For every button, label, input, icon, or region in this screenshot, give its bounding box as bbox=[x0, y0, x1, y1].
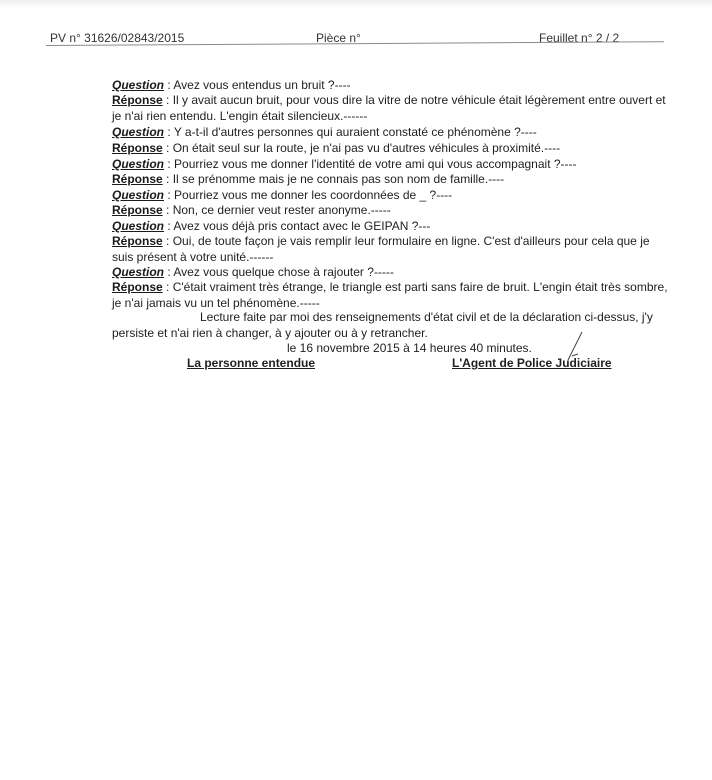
scan-edge bbox=[0, 0, 712, 8]
entry-text: Y a-t-il d'autres personnes qui auraient constaté ce phénomène ?---- bbox=[173, 125, 537, 139]
entry-text: Pourriez vous me donner l'identité de votre ami qui vous accompagnait ?---- bbox=[174, 157, 577, 171]
question-label: Question bbox=[112, 125, 165, 139]
reponse-label: Réponse bbox=[112, 93, 163, 107]
entry-text: Avez vous quelque chose à rajouter ?----- bbox=[173, 265, 394, 279]
question-label: Question bbox=[112, 188, 165, 202]
signature-witness: La personne entendue bbox=[187, 356, 316, 370]
label-separator: : bbox=[162, 93, 173, 107]
closing-paragraph: Lecture faite par moi des renseignements d'état civil et de la déclaration ci-dessus, j'y persiste et n'ai rien à changer, à y ajouter ou à y retrancher. bbox=[112, 310, 653, 340]
qa-entry bbox=[112, 125, 672, 141]
qa-entry bbox=[112, 234, 672, 265]
reponse-label: Réponse bbox=[112, 280, 163, 294]
question-label: Question bbox=[112, 157, 165, 171]
qa-entry bbox=[112, 203, 672, 219]
pv-number: PV n° 31626/02843/2015 bbox=[50, 31, 185, 45]
question-label: Question bbox=[112, 78, 165, 92]
reponse-label: Réponse bbox=[112, 234, 163, 248]
qa-entry bbox=[112, 78, 672, 94]
label-separator: : bbox=[164, 265, 174, 279]
reponse-label: Réponse bbox=[112, 172, 163, 186]
closing-date: le 16 novembre 2015 à 14 heures 40 minutes. bbox=[287, 341, 532, 355]
entry-text: Avez vous déjà pris contact avec le GEIPAN ?--- bbox=[173, 219, 431, 233]
qa-entry bbox=[112, 219, 672, 235]
reponse-label: Réponse bbox=[112, 141, 163, 155]
label-separator: : bbox=[162, 172, 173, 186]
entry-text: Avez vous entendus un bruit ?---- bbox=[173, 78, 351, 92]
label-separator: : bbox=[164, 157, 175, 171]
qa-entry bbox=[112, 157, 672, 173]
qa-entry bbox=[112, 265, 672, 281]
label-separator: : bbox=[164, 188, 175, 202]
question-label: Question bbox=[112, 219, 165, 233]
reponse-label: Réponse bbox=[112, 203, 163, 217]
label-separator: : bbox=[162, 280, 173, 294]
label-separator: : bbox=[162, 203, 173, 217]
label-separator: : bbox=[162, 234, 173, 248]
label-separator: : bbox=[162, 141, 173, 155]
sheet-number: Feuillet n° 2 / 2 bbox=[539, 31, 620, 45]
question-label: Question bbox=[112, 265, 165, 279]
label-separator: : bbox=[164, 125, 174, 139]
piece-number: Pièce n° bbox=[316, 31, 361, 45]
entry-text: Il se prénomme mais je ne connais pas son nom de famille.---- bbox=[172, 172, 505, 186]
qa-entry bbox=[112, 141, 672, 157]
entry-text: Non, ce dernier veut rester anonyme.----- bbox=[172, 203, 391, 217]
entry-text: Il y avait aucun bruit, pour vous dire la vitre de notre véhicule était légèrement entre ouvert et je n'ai rien entendu. L'engin était silencieux.------ bbox=[112, 93, 666, 123]
label-separator: : bbox=[164, 78, 174, 92]
entry-text: Pourriez vous me donner les coordonnées de _ ?---- bbox=[174, 188, 453, 202]
entry-text: On était seul sur la route, je n'ai pas vu d'autres véhicules à proximité.---- bbox=[172, 141, 561, 155]
qa-entry bbox=[112, 172, 672, 188]
signature-officer: L'Agent de Police Judiciaire bbox=[452, 356, 612, 370]
qa-entry bbox=[112, 280, 672, 311]
qa-entry bbox=[112, 188, 672, 204]
signature-mark bbox=[562, 330, 586, 364]
label-separator: : bbox=[164, 219, 174, 233]
entry-text: Oui, de toute façon je vais remplir leur formulaire en ligne. C'est d'ailleurs pour cela que je suis présent à votre unité.------ bbox=[112, 234, 650, 264]
qa-entry bbox=[112, 93, 672, 124]
entry-text: C'était vraiment très étrange, le triangle est parti sans faire de bruit. L'engin était très sombre, je n'ai jamais vu un tel phénomène.----- bbox=[112, 280, 668, 310]
